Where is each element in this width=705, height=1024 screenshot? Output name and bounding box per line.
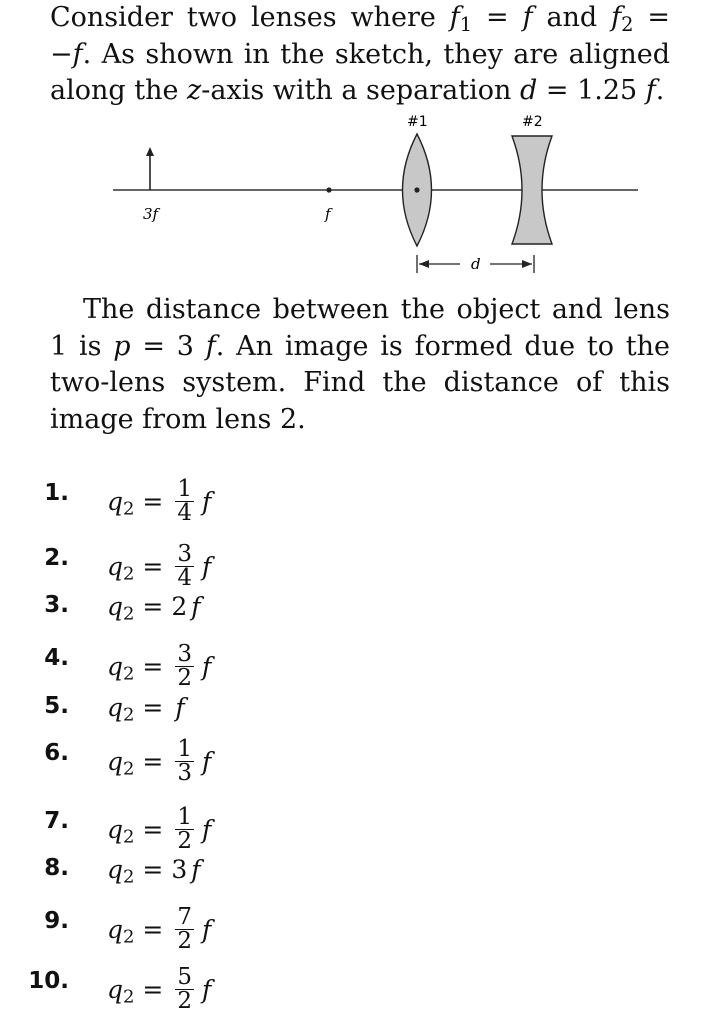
answer-option[interactable] (0, 904, 705, 954)
option-number: 3. (44, 592, 69, 618)
q-subscript: 2 (123, 704, 135, 726)
intro-text: = 1.25 (537, 75, 646, 106)
option-expression (107, 541, 212, 592)
d-f-symbol: f (645, 75, 656, 106)
option-number: 6. (44, 740, 69, 766)
option-number: 10. (28, 968, 69, 994)
q-symbol: q (107, 855, 124, 884)
f-symbol: f (201, 975, 212, 1004)
option-expression (107, 693, 185, 726)
fraction-denominator: 2 (177, 988, 192, 1014)
fraction (175, 478, 194, 525)
axis-symbol: z (187, 75, 202, 106)
option-expression (107, 476, 212, 527)
option-expression (107, 904, 212, 955)
fraction-numerator: 1 (177, 476, 192, 502)
answer-option[interactable] (0, 693, 705, 733)
lens-2-label: #2 (522, 114, 543, 130)
lens-1-label: #1 (407, 114, 428, 130)
answer-option[interactable] (0, 641, 705, 691)
fraction-numerator: 7 (177, 904, 192, 930)
q-symbol: q (107, 652, 124, 681)
q-symbol: q (107, 975, 124, 1004)
f-symbol: f (191, 855, 201, 884)
equals-sign: = (134, 592, 172, 621)
fraction-numerator: 5 (177, 964, 192, 990)
equals-sign: = (134, 975, 172, 1004)
problem-text: The distance between the object and lens 1 is (50, 294, 670, 362)
q-subscript: 2 (123, 926, 135, 948)
fraction-denominator: 2 (177, 828, 192, 854)
option-expression (107, 641, 212, 692)
option-number: 2. (44, 545, 69, 571)
equals-sign: = (134, 855, 172, 884)
answer-option[interactable] (0, 592, 705, 632)
f1-symbol: f (449, 2, 460, 33)
answer-option[interactable] (0, 736, 705, 786)
q-symbol: q (107, 747, 124, 776)
option-number: 9. (44, 908, 69, 934)
f2-subscript: 2 (621, 12, 634, 36)
answer-option[interactable] (0, 804, 705, 854)
d-symbol: d (519, 75, 538, 106)
intro-text: . (655, 75, 665, 106)
fraction (175, 738, 194, 785)
option-number: 5. (44, 693, 69, 719)
d-arrowhead-left (419, 260, 429, 268)
problem-statement (50, 292, 670, 438)
equals-sign: = (134, 915, 172, 944)
problem-text: . An image is formed due to the two-lens system. Find the distance of this image from lens 2. (50, 330, 670, 435)
d-arrowhead-right (522, 260, 532, 268)
option-expression (107, 736, 212, 787)
option-number: 8. (44, 855, 69, 881)
q-subscript: 2 (123, 498, 135, 520)
f2-value: f (72, 38, 83, 70)
equals-sign: = (134, 487, 172, 516)
q-symbol: q (107, 592, 124, 621)
fraction-numerator: 3 (177, 541, 192, 567)
q-symbol: q (107, 693, 124, 722)
equals-sign: = (134, 815, 172, 844)
d-label: d (471, 255, 481, 273)
fraction-denominator: 4 (177, 565, 192, 591)
q-subscript: 2 (123, 866, 135, 888)
coefficient: 2 (171, 592, 188, 621)
fraction-denominator: 4 (177, 500, 192, 526)
problem-intro (50, 0, 670, 110)
f-symbol: f (175, 693, 185, 722)
q-symbol: q (107, 552, 124, 581)
option-expression (107, 964, 212, 1015)
f-symbol: f (201, 552, 212, 581)
option-expression (107, 592, 201, 625)
f-symbol: f (201, 487, 212, 516)
f-symbol: f (201, 915, 212, 944)
equals-sign: = (134, 552, 172, 581)
option-expression (107, 804, 212, 855)
fraction (175, 806, 194, 853)
option-number: 1. (44, 480, 69, 506)
q-subscript: 2 (123, 758, 135, 780)
q-subscript: 2 (123, 826, 135, 848)
equals-sign: = (134, 652, 172, 681)
q-symbol: q (107, 487, 124, 516)
q-subscript: 2 (123, 986, 135, 1008)
fraction (175, 906, 194, 953)
option-number: 4. (44, 645, 69, 671)
fraction-denominator: 2 (177, 928, 192, 954)
q-symbol: q (107, 915, 124, 944)
p-symbol: p (113, 330, 131, 362)
fraction-denominator: 3 (177, 760, 192, 786)
object-arrowhead (146, 147, 154, 156)
fraction (175, 643, 194, 690)
equals-sign: = (134, 693, 172, 722)
fraction-numerator: 1 (177, 804, 192, 830)
equals-sign: = (134, 747, 172, 776)
f-symbol: f (191, 592, 201, 621)
p-f-symbol: f (205, 330, 216, 362)
f1-subscript: 1 (459, 12, 473, 36)
answer-option[interactable] (0, 476, 705, 526)
intro-text: . As shown in the sketch, they are aligned along the (50, 38, 670, 106)
fraction-numerator: 3 (177, 641, 192, 667)
problem-text: = 3 (130, 330, 206, 362)
q-subscript: 2 (123, 603, 135, 625)
q-subscript: 2 (123, 563, 135, 585)
intro-text: = − (50, 2, 670, 70)
fraction-denominator: 2 (177, 665, 192, 691)
f2-symbol: f (611, 2, 622, 33)
lens-diagram (0, 108, 705, 288)
answer-option[interactable] (0, 964, 705, 1014)
option-number: 7. (44, 808, 69, 834)
f-symbol: f (201, 815, 212, 844)
fraction (175, 966, 194, 1013)
fraction-numerator: 1 (177, 736, 192, 762)
f-symbol: f (201, 652, 212, 681)
answer-option[interactable] (0, 541, 705, 591)
lens-1-center (414, 187, 419, 192)
object-label: 3f (143, 205, 159, 223)
f1-value: f (522, 2, 533, 33)
answer-option[interactable] (0, 855, 705, 895)
q-symbol: q (107, 815, 124, 844)
coefficient: 3 (171, 855, 188, 884)
intro-text: -axis with a separation (201, 75, 520, 106)
intro-text: Consider two lenses where (50, 2, 450, 33)
intro-text: and (532, 2, 612, 33)
option-expression (107, 855, 201, 888)
focal-point (326, 187, 331, 192)
focal-label: f (325, 205, 331, 223)
fraction (175, 543, 194, 590)
f-symbol: f (201, 747, 212, 776)
intro-text: = (472, 2, 523, 33)
q-subscript: 2 (123, 663, 135, 685)
